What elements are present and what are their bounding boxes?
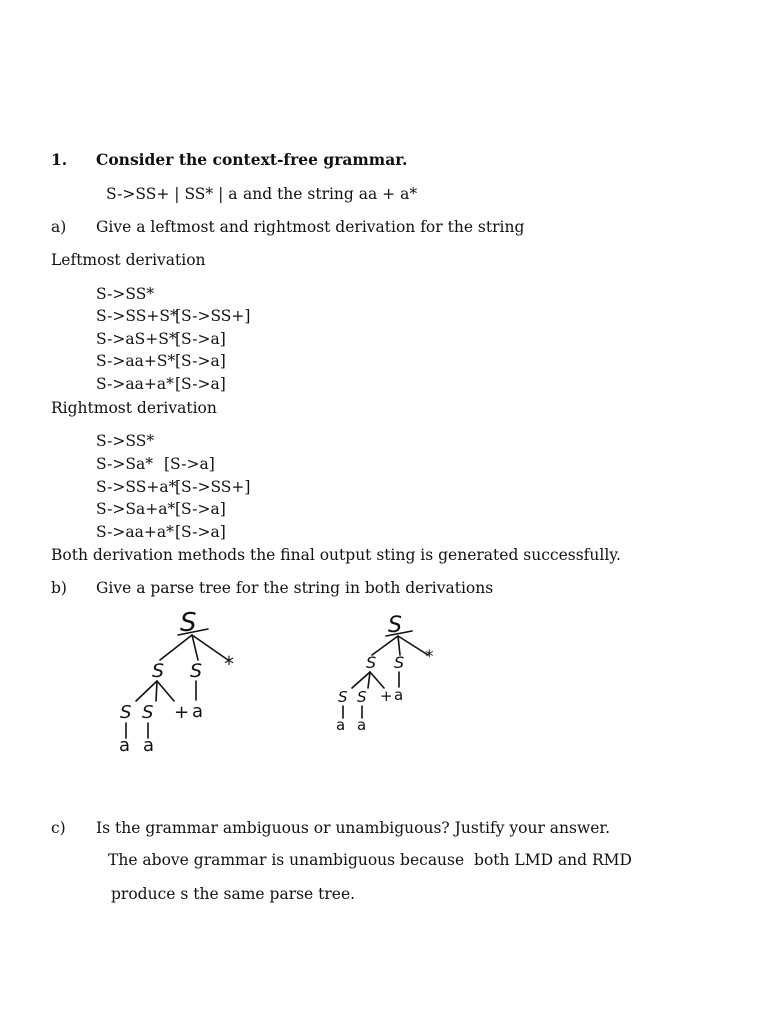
tree-leaf-a: a [336,716,346,734]
tree-star-symbol: * [224,652,234,676]
tree-node-s: S [338,688,348,706]
leftmost-step-rule: [S->a] [175,375,226,393]
part-a-prompt: Give a leftmost and rightmost derivation for the string [96,218,525,236]
part-c-answer-line-1: The above grammar is unambiguous because both LMD and RMD [108,851,632,869]
rightmost-step-rule: [S->a] [164,455,215,473]
tree-node-s: S [366,653,377,672]
tree-leaf-a: a [119,735,131,756]
part-b-prompt: Give a parse tree for the string in both derivations [96,579,494,597]
tree-node-s: S [152,660,165,682]
leftmost-step-expr: S->SS+S* [96,307,178,325]
tree-node-s: S [190,660,203,682]
leftmost-step-rule: [S->a] [175,330,226,348]
tree-root-s: S [180,608,197,638]
rightmost-step-expr: S->SS+a* [96,478,177,496]
question-number: 1. [51,150,68,169]
rightmost-parse-tree [330,610,450,735]
part-c-answer-line-2: produce s the same parse tree. [111,885,356,903]
target-string: and the string aa + a* [243,185,418,203]
grammar-rules: S->SS+ | SS* | a [106,185,238,203]
part-a-label: a) [51,218,67,236]
leftmost-step-expr: S->SS* [96,285,155,303]
rightmost-step-rule: [S->SS+] [175,478,251,496]
leftmost-heading: Leftmost derivation [51,251,206,269]
part-c-prompt: Is the grammar ambiguous or unambiguous? Justify your answer. [96,819,611,837]
tree-plus-symbol: + [174,702,190,723]
question-title: Consider the context-free grammar. [96,150,408,169]
leftmost-parse-tree [100,605,250,755]
tree-edge [157,681,174,701]
tree-edge [370,672,384,688]
tree-root-s: S [388,613,402,638]
tree-node-s: S [120,702,132,723]
leftmost-step-expr: S->aS+S* [96,330,177,348]
tree-node-s: S [394,653,405,672]
tree-edge [156,681,157,701]
rightmost-step-expr: S->SS* [96,432,155,450]
part-c-label: c) [51,819,66,837]
rightmost-step-expr: S->aa+a* [96,523,174,541]
leftmost-step-expr: S->aa+a* [96,375,174,393]
leftmost-step-expr: S->aa+S* [96,352,176,370]
rightmost-step-rule: [S->a] [175,500,226,518]
tree-leaf-a: a [394,686,404,704]
tree-edge [160,635,192,660]
leftmost-step-rule: [S->SS+] [175,307,251,325]
rightmost-step-rule: [S->a] [175,523,226,541]
tree-plus-symbol: + [380,687,393,705]
part-b-label: b) [51,579,67,597]
derivation-conclusion: Both derivation methods the final output sting is generated successfully. [51,546,621,564]
tree-star-symbol: * [425,647,434,667]
tree-node-s: S [142,702,154,723]
tree-leaf-a: a [143,735,155,756]
tree-node-s: S [357,688,367,706]
rightmost-step-expr: S->Sa* [96,455,154,473]
leftmost-step-rule: [S->a] [175,352,226,370]
tree-leaf-a: a [357,716,367,734]
tree-leaf-a: a [192,701,204,722]
rightmost-step-expr: S->Sa+a* [96,500,176,518]
rightmost-heading: Rightmost derivation [51,399,217,417]
tree-edge [136,681,157,701]
tree-edge [352,672,370,688]
